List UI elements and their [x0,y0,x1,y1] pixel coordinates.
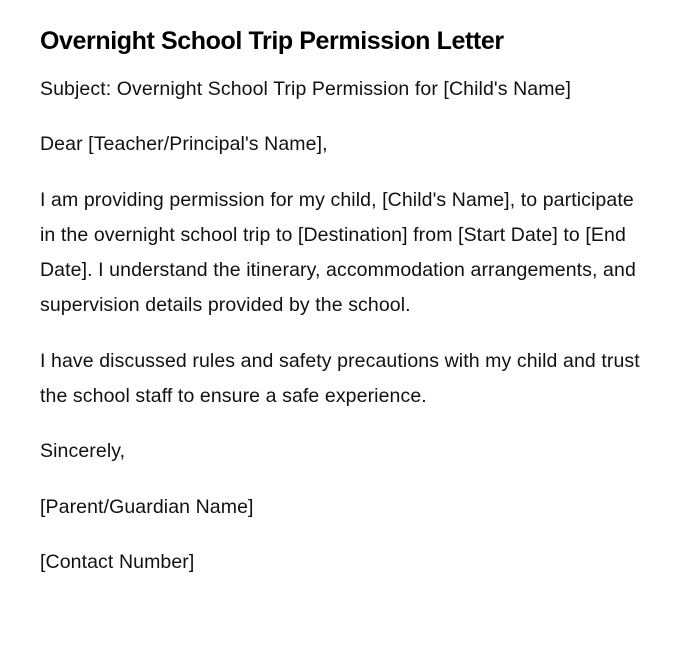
letter-body-paragraph-safety: I have discussed rules and safety precautions with my child and trust the school staff to ensure a safe experience. [40,349,640,408]
letter-title: Overnight School Trip Permission Letter [40,27,504,55]
letter-subject: Subject: Overnight School Trip Permission for [Child's Name] [40,78,572,100]
letter-contact-number: [Contact Number] [40,550,195,573]
letter-body-paragraph-permission: I am providing permission for my child, [Child's Name], to participate in the overnight school trip to [Destination] from [Start Date] to [End Date]. I understand the itinerary, accommodation arrangements, and supervision details provided by the school. [40,188,636,317]
letter-closing: Sincerely, [40,440,126,463]
letter-signature-name: [Parent/Guardian Name] [40,495,254,518]
letter-salutation: Dear [Teacher/Principal's Name], [40,133,328,156]
